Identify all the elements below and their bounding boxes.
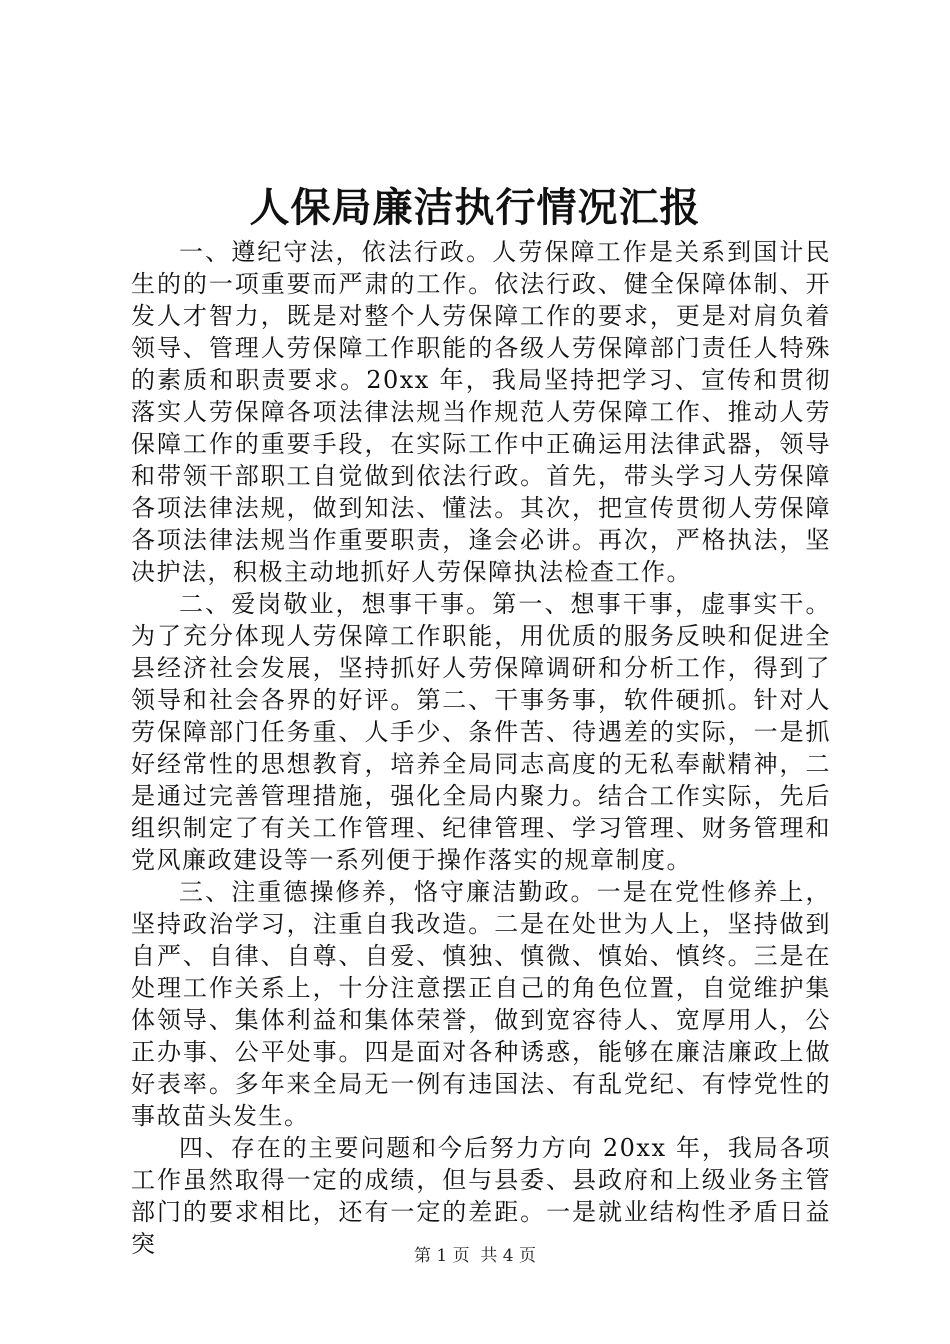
page-total: 共 4 页 (480, 1246, 537, 1266)
paragraph-2: 二、爱岗敬业，想事干事。第一、想事干事，虚事实干。为了充分体现人劳保障工作职能，用优质的服务反映和促进全县经济社会发展，坚持抓好人劳保障调研和分析工作，得到了领导和社会各界的好评。第二、干事务事，软件硬抓。针对人劳保障部门任务重、人手少、条件苦、待遇差的实际，一是抓好经常性的思想教育，培养全局同志高度的无私奉献精神，二是通过完善管理措施，强化全局内聚力。结合工作实际，先后组织制定了有关工作管理、纪律管理、学习管理、财务管理和党风廉政建设等一系列便于操作落实的规章制度。 (131, 590, 831, 874)
paragraph-3: 三、注重德操修养，恪守廉洁勤政。一是在党性修养上，坚持政治学习，注重自我改造。二是在处世为人上，坚持做到自严、自律、自尊、自爱、慎独、慎微、慎始、慎终。三是在处理工作关系上，十分注意摆正自己的角色位置，自觉维护集体领导、集体利益和集体荣誉，做到宽容待人、宽厚用人，公正办事、公平处事。四是面对各种诱惑，能够在廉洁廉政上做好表率。多年来全局无一例有违国法、有乱党纪、有悖党性的事故苗头发生。 (131, 878, 831, 1130)
footer-separator (470, 1246, 481, 1266)
document-title: 人保局廉洁执行情况汇报 (249, 184, 701, 231)
page-footer (0, 1244, 950, 1268)
document-body (131, 236, 831, 1260)
page-number: 第 1 页 (413, 1246, 470, 1266)
paragraph-1: 一、遵纪守法，依法行政。人劳保障工作是关系到国计民生的的一项重要而严肃的工作。依法行政、健全保障体制、开发人才智力，既是对整个人劳保障工作的要求，更是对肩负着领导、管理人劳保障工作职能的各级人劳保障部门责任人特殊的素质和职责要求。20xx 年，我局坚持把学习、宣传和贯彻落实人劳保障各项法律法规当作规范人劳保障工作、推动人劳保障工作的重要手段，在实际工作中正确运用法律武器，领导和带领干部职工自觉做到依法行政。首先，带头学习人劳保障各项法律法规，做到知法、懂法。其次，把宣传贯彻人劳保障各项法律法规当作重要职责，逢会必讲。再次，严格执法，坚决护法，积极主动地抓好人劳保障执法检查工作。 (131, 238, 831, 586)
paragraph-4: 四、存在的主要问题和今后努力方向 20xx 年，我局各项工作虽然取得一定的成绩，但与县委、县政府和上级业务主管部门的要求相比，还有一定的差距。一是就业结构性矛盾日益突 (131, 1134, 831, 1258)
